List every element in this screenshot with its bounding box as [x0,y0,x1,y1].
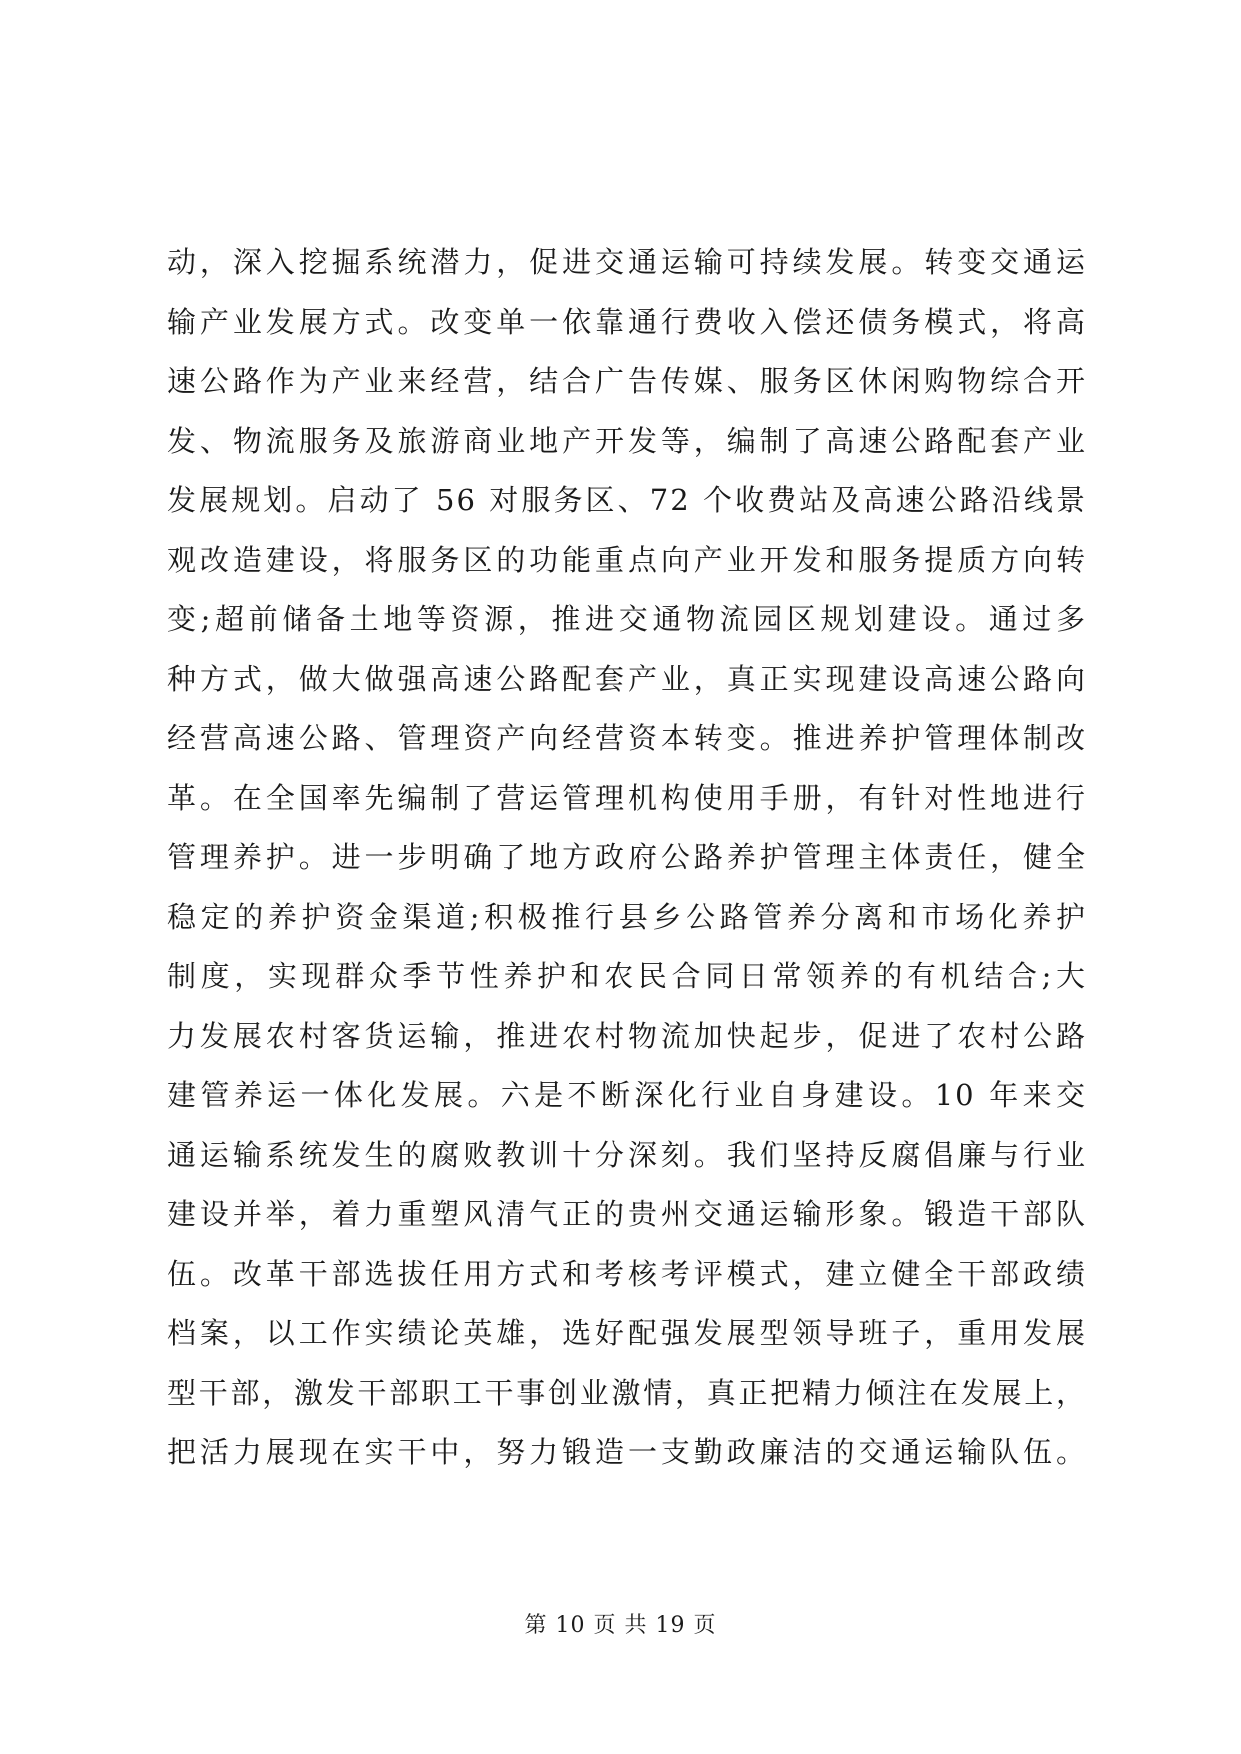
body-text [167,233,1087,1483]
text-line: 经营高速公路、管理资产向经营资本转变。推进养护管理体制改 [167,721,1087,755]
text-line: 发展规划。启动了 56 对服务区、72 个收费站及高速公路沿线景 [167,483,1087,517]
text-line: 建管养运一体化发展。六是不断深化行业自身建设。10 年来交 [167,1078,1087,1112]
text-line: 变;超前储备土地等资源，推进交通物流园区规划建设。通过多 [167,602,1087,636]
text-line: 发、物流服务及旅游商业地产开发等，编制了高速公路配套产业 [167,423,1087,458]
text-line: 输产业发展方式。改变单一依靠通行费收入偿还债务模式，将高 [167,304,1087,339]
text-line: 革。在全国率先编制了营运管理机构使用手册，有针对性地进行 [167,780,1087,815]
text-line: 通运输系统发生的腐败教训十分深刻。我们坚持反腐倡廉与行业 [167,1137,1087,1172]
text-line: 管理养护。进一步明确了地方政府公路养护管理主体责任，健全 [167,840,1087,874]
text-line: 伍。改革干部选拔任用方式和考核考评模式，建立健全干部政绩 [167,1256,1087,1291]
text-line: 档案，以工作实绩论英雄，选好配强发展型领导班子，重用发展 [167,1316,1087,1350]
text-line: 力发展农村客货运输，推进农村物流加快起步，促进了农村公路 [167,1018,1087,1053]
text-line: 稳定的养护资金渠道;积极推行县乡公路管养分离和市场化养护 [167,899,1087,934]
text-line: 型干部，激发干部职工干事创业激情，真正把精力倾注在发展上， [167,1375,1087,1410]
text-line: 动，深入挖掘系统潜力，促进交通运输可持续发展。转变交通运 [167,245,1087,279]
text-line: 把活力展现在实干中，努力锻造一支勤政廉洁的交通运输队伍。 [167,1435,1087,1469]
text-line: 种方式，做大做强高速公路配套产业，真正实现建设高速公路向 [167,661,1087,696]
text-line: 建设并举，着力重塑风清气正的贵州交通运输形象。锻造干部队 [167,1197,1087,1231]
text-line: 速公路作为产业来经营，结合广告传媒、服务区休闲购物综合开 [167,364,1087,398]
page-number-footer: 第 10 页 共 19 页 [524,1613,717,1638]
text-line: 制度，实现群众季节性养护和农民合同日常领养的有机结合;大 [167,959,1087,993]
text-line: 观改造建设，将服务区的功能重点向产业开发和服务提质方向转 [167,542,1087,577]
